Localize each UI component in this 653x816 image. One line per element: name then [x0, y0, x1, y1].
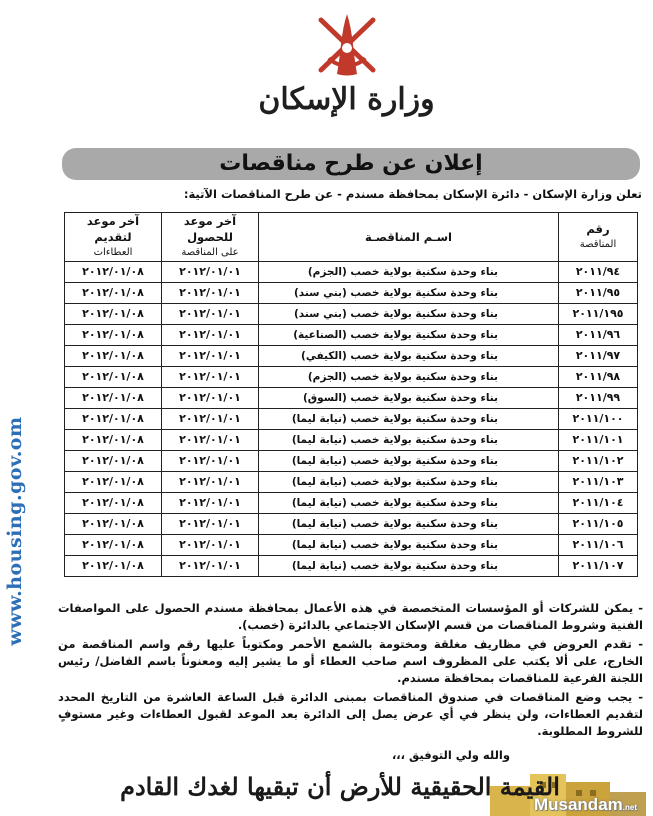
note-2: - تقدم العروض في مظاريف مغلقة ومختومة بالشمع الأحمر ومكتوباً عليها رقم واسم المناقصة من الخارج، على ألا يكتب على المظروف اسم صاحب العطاء أو ما يشير إليه ومعنوناً باسم الفاضل/ رئيس اللجنة الفرعية للمناقصات بمحافظة مسندم.	[58, 637, 643, 685]
side-band	[0, 0, 40, 816]
notes	[58, 600, 643, 742]
table-row	[65, 283, 638, 304]
header-name-label: اسـم المناقصـة	[365, 230, 452, 244]
cell-number: ٢٠١١/٩٦	[559, 325, 638, 346]
table-header-row	[65, 213, 638, 262]
cell-obtain: ٢٠١٢/٠١/٠١	[162, 409, 259, 430]
table-row	[65, 556, 638, 577]
table-row	[65, 367, 638, 388]
cell-obtain: ٢٠١٢/٠١/٠١	[162, 472, 259, 493]
cell-submit: ٢٠١٢/٠١/٠٨	[65, 556, 162, 577]
header-obtain-label: آخر موعد للحصول	[183, 214, 237, 244]
cell-name: بناء وحدة سكنية بولاية خصب (بني سند)	[259, 304, 559, 325]
headline: إعلان عن طرح مناقصات	[219, 151, 483, 176]
cell-number: ٢٠١١/٩٤	[559, 262, 638, 283]
note-3: - يجب وضع المناقصات في صندوق المناقصات بمبنى الدائرة قبل الساعة العاشرة من التاريخ المحدد لتقديم العطاءات، ولن ينظر في أي عرض يصل إلى الدائرة بعد الموعد لقبول العطاءات وغير مستوفٍ للشروط المطلوبة.	[58, 690, 643, 738]
table-row	[65, 325, 638, 346]
cell-name: بناء وحدة سكنية بولاية خصب (الصناعية)	[259, 325, 559, 346]
table-row	[65, 472, 638, 493]
cell-obtain: ٢٠١٢/٠١/٠١	[162, 388, 259, 409]
cell-number: ٢٠١١/١٠٢	[559, 451, 638, 472]
oman-emblem-icon	[307, 4, 387, 84]
ministry-name: وزارة الإسكان	[258, 82, 435, 117]
cell-obtain: ٢٠١٢/٠١/٠١	[162, 283, 259, 304]
cell-number: ٢٠١١/١٠١	[559, 430, 638, 451]
intro-text: تعلن وزارة الإسكان - دائرة الإسكان بمحافظة مسندم - عن طرح المناقصات الآتية:	[183, 187, 642, 201]
cell-name: بناء وحدة سكنية بولاية خصب (نيابة ليما)	[259, 535, 559, 556]
cell-obtain: ٢٠١٢/٠١/٠١	[162, 304, 259, 325]
cell-obtain: ٢٠١٢/٠١/٠١	[162, 325, 259, 346]
cell-submit: ٢٠١٢/٠١/٠٨	[65, 409, 162, 430]
cell-submit: ٢٠١٢/٠١/٠٨	[65, 367, 162, 388]
cell-name: بناء وحدة سكنية بولاية خصب (الكيفي)	[259, 346, 559, 367]
cell-submit: ٢٠١٢/٠١/٠٨	[65, 493, 162, 514]
cell-obtain: ٢٠١٢/٠١/٠١	[162, 430, 259, 451]
table-row	[65, 451, 638, 472]
cell-submit: ٢٠١٢/٠١/٠٨	[65, 535, 162, 556]
cell-name: بناء وحدة سكنية بولاية خصب (نيابة ليما)	[259, 409, 559, 430]
cell-name: بناء وحدة سكنية بولاية خصب (نيابة ليما)	[259, 514, 559, 535]
note-1: - يمكن للشركات أو المؤسسات المتخصصة في هذه الأعمال بمحافظة مسندم الحصول على المواصفات الفنية وشروط المناقصات من قسم الإسكان الاجتماعي بالدائرة (خصب).	[58, 601, 643, 632]
headline-bar	[62, 148, 640, 180]
cell-number: ٢٠١١/١٠٦	[559, 535, 638, 556]
cell-number: ٢٠١١/٩٧	[559, 346, 638, 367]
table-row	[65, 304, 638, 325]
cell-name: بناء وحدة سكنية بولاية خصب (نيابة ليما)	[259, 472, 559, 493]
table-row	[65, 430, 638, 451]
header-obtain-sub: على المناقصة	[181, 247, 239, 258]
header-name	[259, 213, 559, 262]
cell-number: ٢٠١١/١٠٤	[559, 493, 638, 514]
closing-text: والله ولي التوفيق ،،،	[391, 748, 510, 762]
watermark-tld: .net	[622, 803, 637, 812]
cell-number: ٢٠١١/٩٨	[559, 367, 638, 388]
cell-obtain: ٢٠١٢/٠١/٠١	[162, 367, 259, 388]
cell-obtain: ٢٠١٢/٠١/٠١	[162, 493, 259, 514]
cell-name: بناء وحدة سكنية بولاية خصب (نيابة ليما)	[259, 556, 559, 577]
cell-obtain: ٢٠١٢/٠١/٠١	[162, 451, 259, 472]
cell-number: ٢٠١١/١٠٧	[559, 556, 638, 577]
cell-submit: ٢٠١٢/٠١/٠٨	[65, 325, 162, 346]
table-row	[65, 493, 638, 514]
header-obtain	[162, 213, 259, 262]
header	[40, 0, 653, 140]
header-submit-sub: العطاءات	[93, 247, 133, 258]
cell-submit: ٢٠١٢/٠١/٠٨	[65, 262, 162, 283]
cell-submit: ٢٠١٢/٠١/٠٨	[65, 388, 162, 409]
cell-submit: ٢٠١٢/٠١/٠٨	[65, 304, 162, 325]
table-row	[65, 346, 638, 367]
cell-obtain: ٢٠١٢/٠١/٠١	[162, 556, 259, 577]
watermark-logo	[534, 795, 637, 815]
slogan: القيمة الحقيقية للأرض أن تبقيها لغدك القادم	[120, 772, 560, 801]
cell-submit: ٢٠١٢/٠١/٠٨	[65, 346, 162, 367]
cell-submit: ٢٠١٢/٠١/٠٨	[65, 283, 162, 304]
table-row	[65, 409, 638, 430]
header-number-sub: المناقصة	[579, 239, 617, 250]
cell-submit: ٢٠١٢/٠١/٠٨	[65, 472, 162, 493]
header-number	[559, 213, 638, 262]
cell-submit: ٢٠١٢/٠١/٠٨	[65, 514, 162, 535]
watermark-text: Musandam	[533, 795, 623, 814]
cell-number: ٢٠١١/٩٥	[559, 283, 638, 304]
cell-submit: ٢٠١٢/٠١/٠٨	[65, 451, 162, 472]
cell-name: بناء وحدة سكنية بولاية خصب (بني سند)	[259, 283, 559, 304]
table-row	[65, 262, 638, 283]
cell-name: بناء وحدة سكنية بولاية خصب (الجزم)	[259, 367, 559, 388]
table-body	[65, 262, 638, 577]
cell-number: ٢٠١١/٩٩	[559, 388, 638, 409]
tenders-table	[64, 212, 638, 577]
cell-number: ٢٠١١/١٠٠	[559, 409, 638, 430]
cell-name: بناء وحدة سكنية بولاية خصب (السوق)	[259, 388, 559, 409]
cell-obtain: ٢٠١٢/٠١/٠١	[162, 514, 259, 535]
cell-obtain: ٢٠١٢/٠١/٠١	[162, 346, 259, 367]
cell-number: ٢٠١١/١٩٥	[559, 304, 638, 325]
table-row	[65, 514, 638, 535]
table-row	[65, 388, 638, 409]
header-submit	[65, 213, 162, 262]
cell-name: بناء وحدة سكنية بولاية خصب (نيابة ليما)	[259, 430, 559, 451]
header-number-label: رقم	[586, 222, 610, 236]
cell-obtain: ٢٠١٢/٠١/٠١	[162, 535, 259, 556]
cell-submit: ٢٠١٢/٠١/٠٨	[65, 430, 162, 451]
header-submit-label: آخر موعد لتقديم	[86, 214, 140, 244]
website-url: www.housing.gov.om	[4, 416, 26, 646]
table-row	[65, 535, 638, 556]
cell-name: بناء وحدة سكنية بولاية خصب (نيابة ليما)	[259, 493, 559, 514]
cell-obtain: ٢٠١٢/٠١/٠١	[162, 262, 259, 283]
cell-number: ٢٠١١/١٠٥	[559, 514, 638, 535]
cell-name: بناء وحدة سكنية بولاية خصب (الجزم)	[259, 262, 559, 283]
cell-name: بناء وحدة سكنية بولاية خصب (نيابة ليما)	[259, 451, 559, 472]
cell-number: ٢٠١١/١٠٣	[559, 472, 638, 493]
